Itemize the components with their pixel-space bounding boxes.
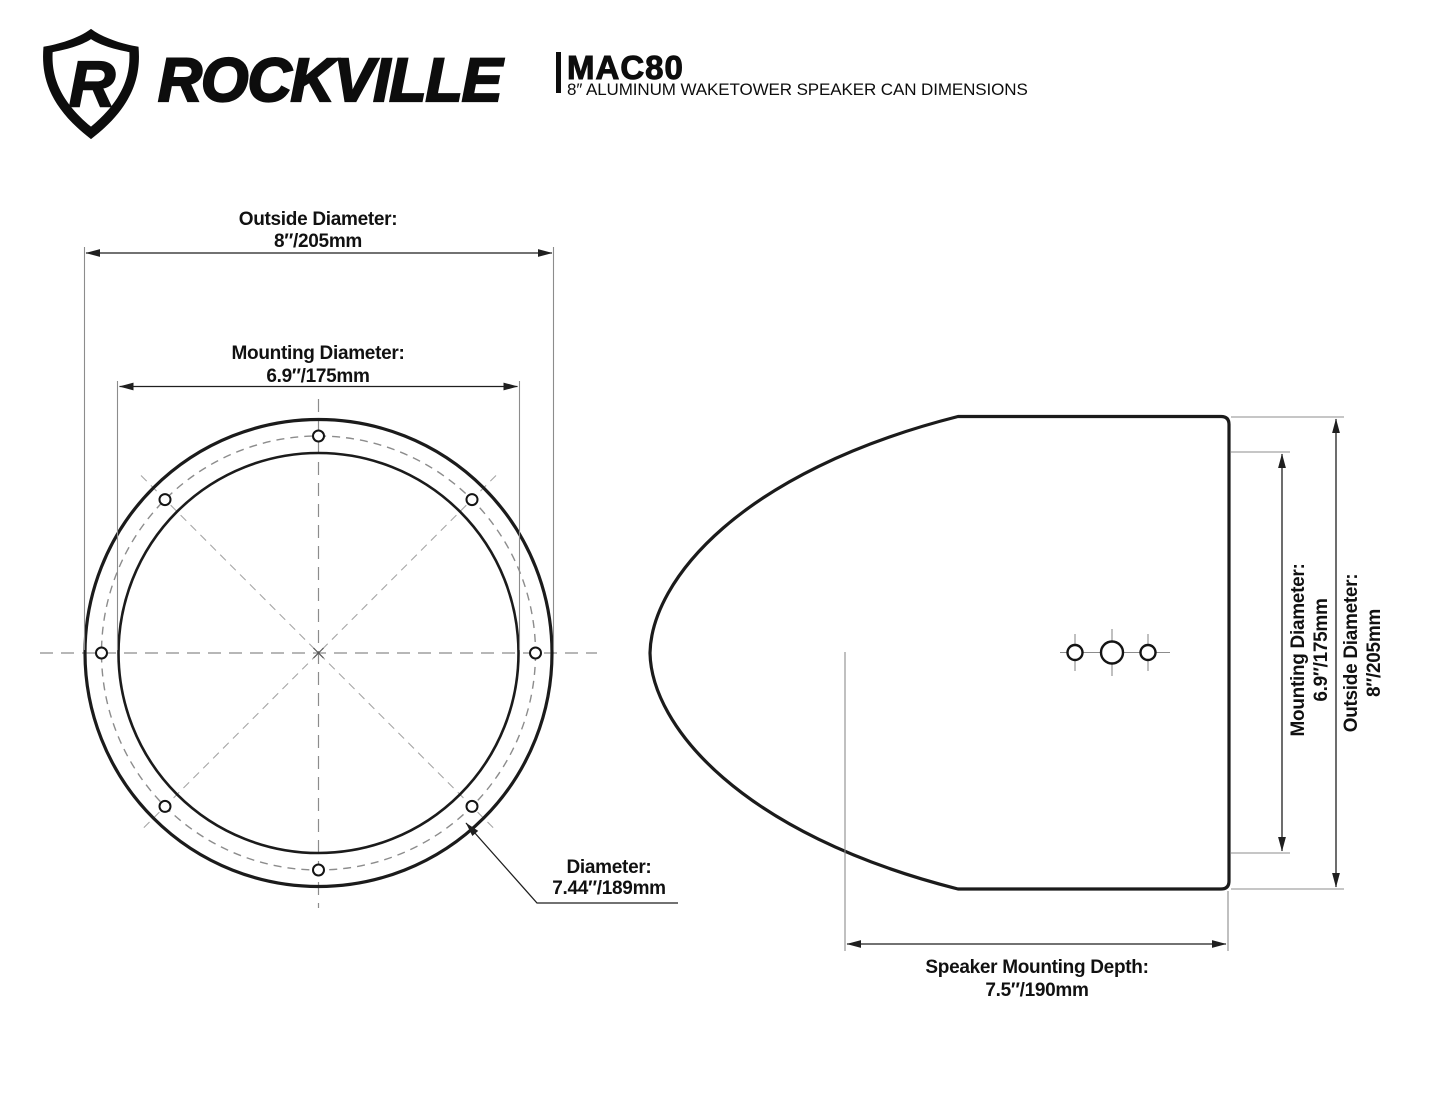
dimension-title: Mounting Diameter: [1288,563,1309,737]
bolt-hole [96,648,107,659]
dimension-title: Outside Diameter: [1341,573,1362,733]
bolt-hole [530,648,541,659]
shield-letter-r: R [68,47,116,121]
bolt-hole [160,494,171,505]
dimension-value: 7.5″/190mm [985,980,1089,1001]
dimension-title: Outside Diameter: [238,209,398,230]
dimension-value: 8″/205mm [273,231,363,252]
bolt-hole [467,801,478,812]
bolt-hole [467,494,478,505]
dimension-title: Diameter: [566,857,652,878]
dimension-value: 7.44″/189mm [552,878,666,899]
bolt-circle-diameter-label [509,857,709,899]
speaker-mounting-depth-label [887,956,1187,1002]
dimension-value: 6.9″/175mm [1311,598,1332,702]
dimension-title: Mounting Diameter: [231,343,405,364]
side-view [650,417,1344,952]
rear-hole [1141,645,1156,660]
bolt-hole [313,865,324,876]
side-mounting-diameter-label [1287,440,1333,860]
bolt-hole [160,801,171,812]
dimension-title: Speaker Mounting Depth: [925,957,1149,978]
header-divider [556,52,561,93]
rear-hole [1068,645,1083,660]
front-mounting-diameter-label [118,342,518,388]
rockville-shield-logo-icon [37,26,145,142]
brand-wordmark: ROCKVILLE [158,46,502,114]
side-outside-diameter-label [1340,418,1386,888]
rear-hole-center [1101,642,1123,664]
model-number: MAC80 [567,49,684,86]
dimension-value: 8″/205mm [1364,608,1385,698]
dimension-value: 6.9″/175mm [266,366,370,387]
front-outside-diameter-label [118,209,518,253]
product-subtitle: 8″ ALUMINUM WAKETOWER SPEAKER CAN DIMENSIONS [567,80,1028,99]
bolt-hole [313,431,324,442]
